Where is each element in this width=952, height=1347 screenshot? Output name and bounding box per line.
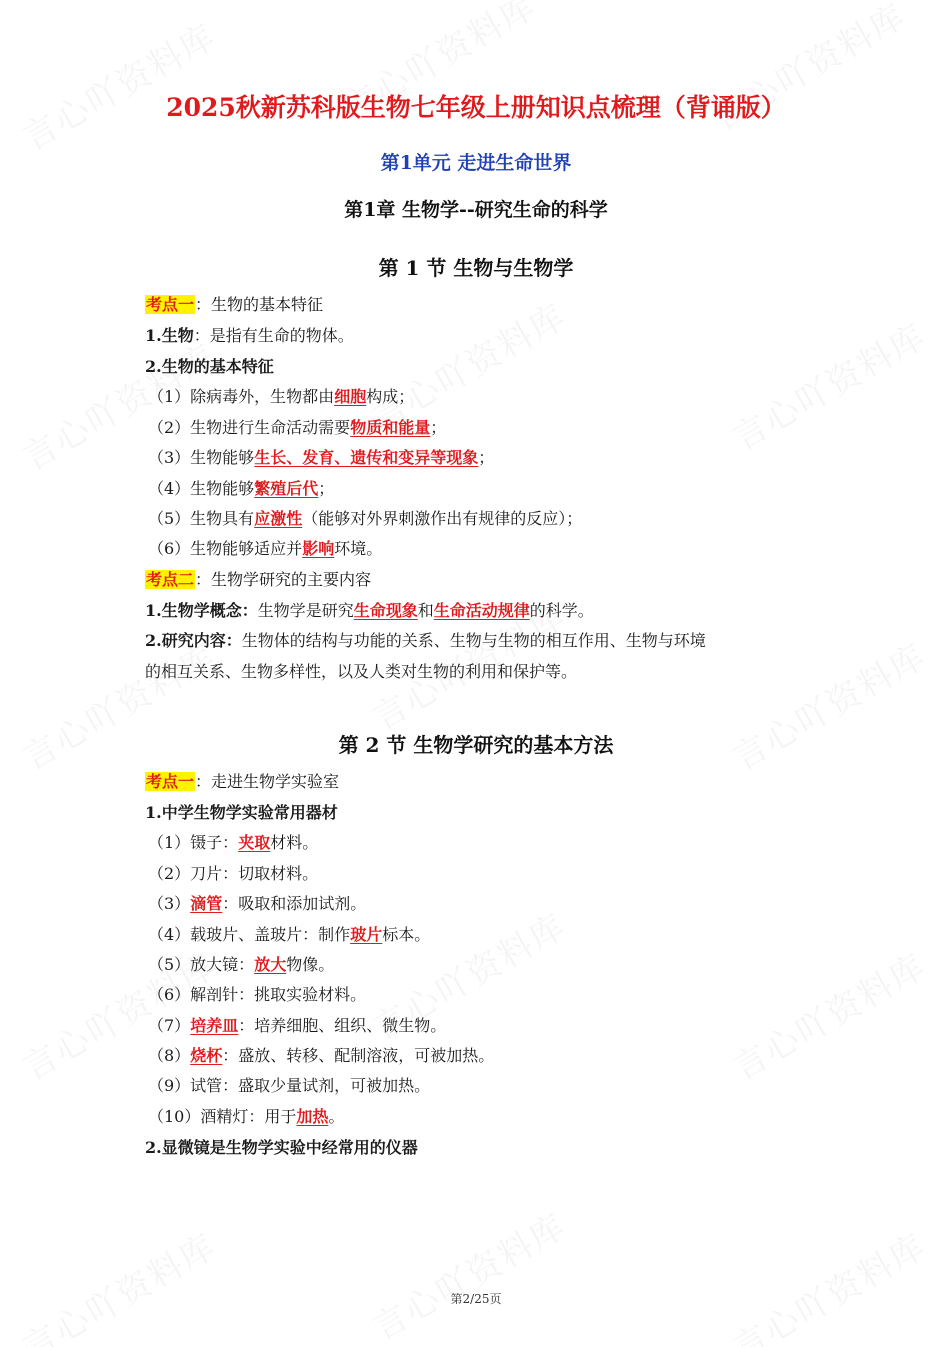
paragraph-text: 生物学是研究 — [257, 601, 354, 620]
item-text: 标本。 — [382, 925, 431, 944]
paragraph-concept — [145, 600, 594, 622]
paragraph-content — [145, 630, 706, 652]
item-text: （1）镊子： — [148, 833, 239, 852]
item-text: （8） — [148, 1046, 191, 1065]
key-term: 应激性 — [254, 509, 303, 528]
kaodian-text: ：走进生物学实验室 — [195, 772, 340, 791]
key-term: 放大 — [254, 955, 287, 974]
list-item — [148, 538, 382, 560]
item-text: （9）试管：盛取少量试剂，可被加热。 — [148, 1076, 431, 1095]
list-item — [148, 478, 334, 500]
paragraph-text: ：是指有生命的物体。 — [193, 326, 354, 345]
item-text: （5）放大镜： — [148, 955, 255, 974]
item-text: 物像。 — [286, 955, 335, 974]
key-term: 培养皿 — [190, 1016, 239, 1035]
item-text: 环境。 — [334, 539, 383, 558]
paragraph-label: 1.生物 — [145, 326, 194, 345]
key-term: 加热 — [296, 1107, 329, 1126]
item-text: （7） — [148, 1016, 191, 1035]
list-item — [148, 863, 318, 885]
kaodian-1-2 — [145, 569, 371, 591]
paragraph-heading: 1.中学生物学实验常用器材 — [145, 803, 338, 822]
paragraph-label: 2.研究内容： — [145, 631, 242, 650]
item-text: （能够对外界刺激作出有规律的反应）； — [302, 509, 583, 528]
list-item — [148, 1106, 344, 1128]
item-text: ：培养细胞、组织、微生物。 — [238, 1016, 447, 1035]
chapter-heading: 第1章 生物学--研究生命的科学 — [344, 199, 608, 221]
item-text: 构成； — [366, 387, 415, 406]
key-term: 烧杯 — [190, 1046, 223, 1065]
list-item — [148, 1015, 446, 1037]
item-text: ； — [318, 479, 335, 498]
item-text: （2）生物进行生命活动需要 — [148, 418, 351, 437]
paragraph-label: 1.生物学概念： — [145, 601, 258, 620]
paragraph-heading: 2.显微镜是生物学实验中经常用的仪器 — [145, 1138, 418, 1157]
item-text: （5）生物具有 — [148, 509, 255, 528]
list-item — [148, 417, 446, 439]
paragraph-heading: 2.生物的基本特征 — [145, 357, 274, 376]
document-title: 2025秋新苏科版生物七年级上册知识点梳理（背诵版） — [166, 93, 786, 122]
key-term: 影响 — [302, 539, 335, 558]
item-text: （6）解剖针：挑取实验材料。 — [148, 985, 367, 1004]
list-item — [148, 1075, 430, 1097]
item-text: 材料。 — [270, 833, 319, 852]
page-number: 第2/25页 — [450, 1292, 502, 1306]
kaodian-tag: 考点二 — [146, 570, 195, 589]
kaodian-tag: 考点一 — [146, 295, 195, 314]
list-item — [148, 984, 366, 1006]
unit-heading: 第1单元 走进生命世界 — [380, 152, 572, 174]
paragraph-text: 和 — [417, 601, 434, 620]
item-text: （4）载玻片、盖玻片：制作 — [148, 925, 351, 944]
kaodian-text: ：生物的基本特征 — [195, 295, 324, 314]
item-text: 。 — [328, 1107, 345, 1126]
kaodian-2-1 — [145, 771, 339, 793]
key-term: 滴管 — [190, 894, 223, 913]
kaodian-tag: 考点一 — [146, 772, 195, 791]
paragraph-definition — [145, 325, 354, 347]
item-text: （1）除病毒外，生物都由 — [148, 387, 335, 406]
list-item — [148, 508, 582, 530]
list-item — [148, 954, 334, 976]
section-1-heading: 第 1 节 生物与生物学 — [378, 256, 574, 280]
item-text: （3）生物能够 — [148, 448, 255, 467]
key-term: 夹取 — [238, 833, 271, 852]
key-term: 玻片 — [350, 925, 383, 944]
list-item — [148, 1045, 494, 1067]
kaodian-text: ：生物学研究的主要内容 — [195, 570, 372, 589]
key-term: 细胞 — [334, 387, 367, 406]
section-2-heading: 第 2 节 生物学研究的基本方法 — [338, 733, 614, 757]
key-term: 生命现象 — [353, 601, 418, 620]
item-text: ； — [430, 418, 447, 437]
list-item — [148, 924, 430, 946]
list-item — [148, 447, 494, 469]
kaodian-1-1 — [145, 294, 323, 316]
list-item — [148, 832, 318, 854]
item-text: ； — [478, 448, 495, 467]
key-term: 繁殖后代 — [254, 479, 319, 498]
list-item — [148, 386, 414, 408]
key-term: 物质和能量 — [350, 418, 431, 437]
paragraph-text: 的科学。 — [529, 601, 594, 620]
key-term: 生长、发育、遗传和变异等现象 — [254, 448, 479, 467]
item-text: （6）生物能够适应并 — [148, 539, 303, 558]
item-text: （10）酒精灯：用于 — [148, 1107, 297, 1126]
item-text: （3） — [148, 894, 191, 913]
list-item — [148, 893, 366, 915]
paragraph-content-continued: 的相互关系、生物多样性，以及人类对生物的利用和保护等。 — [145, 662, 578, 681]
item-text: （4）生物能够 — [148, 479, 255, 498]
item-text: （2）刀片：切取材料。 — [148, 864, 319, 883]
item-text: ：吸取和添加试剂。 — [222, 894, 367, 913]
paragraph-text: 生物体的结构与功能的关系、生物与生物的相互作用、生物与环境 — [241, 631, 706, 650]
item-text: ：盛放、转移、配制溶液，可被加热。 — [222, 1046, 495, 1065]
key-term: 生命活动规律 — [433, 601, 530, 620]
